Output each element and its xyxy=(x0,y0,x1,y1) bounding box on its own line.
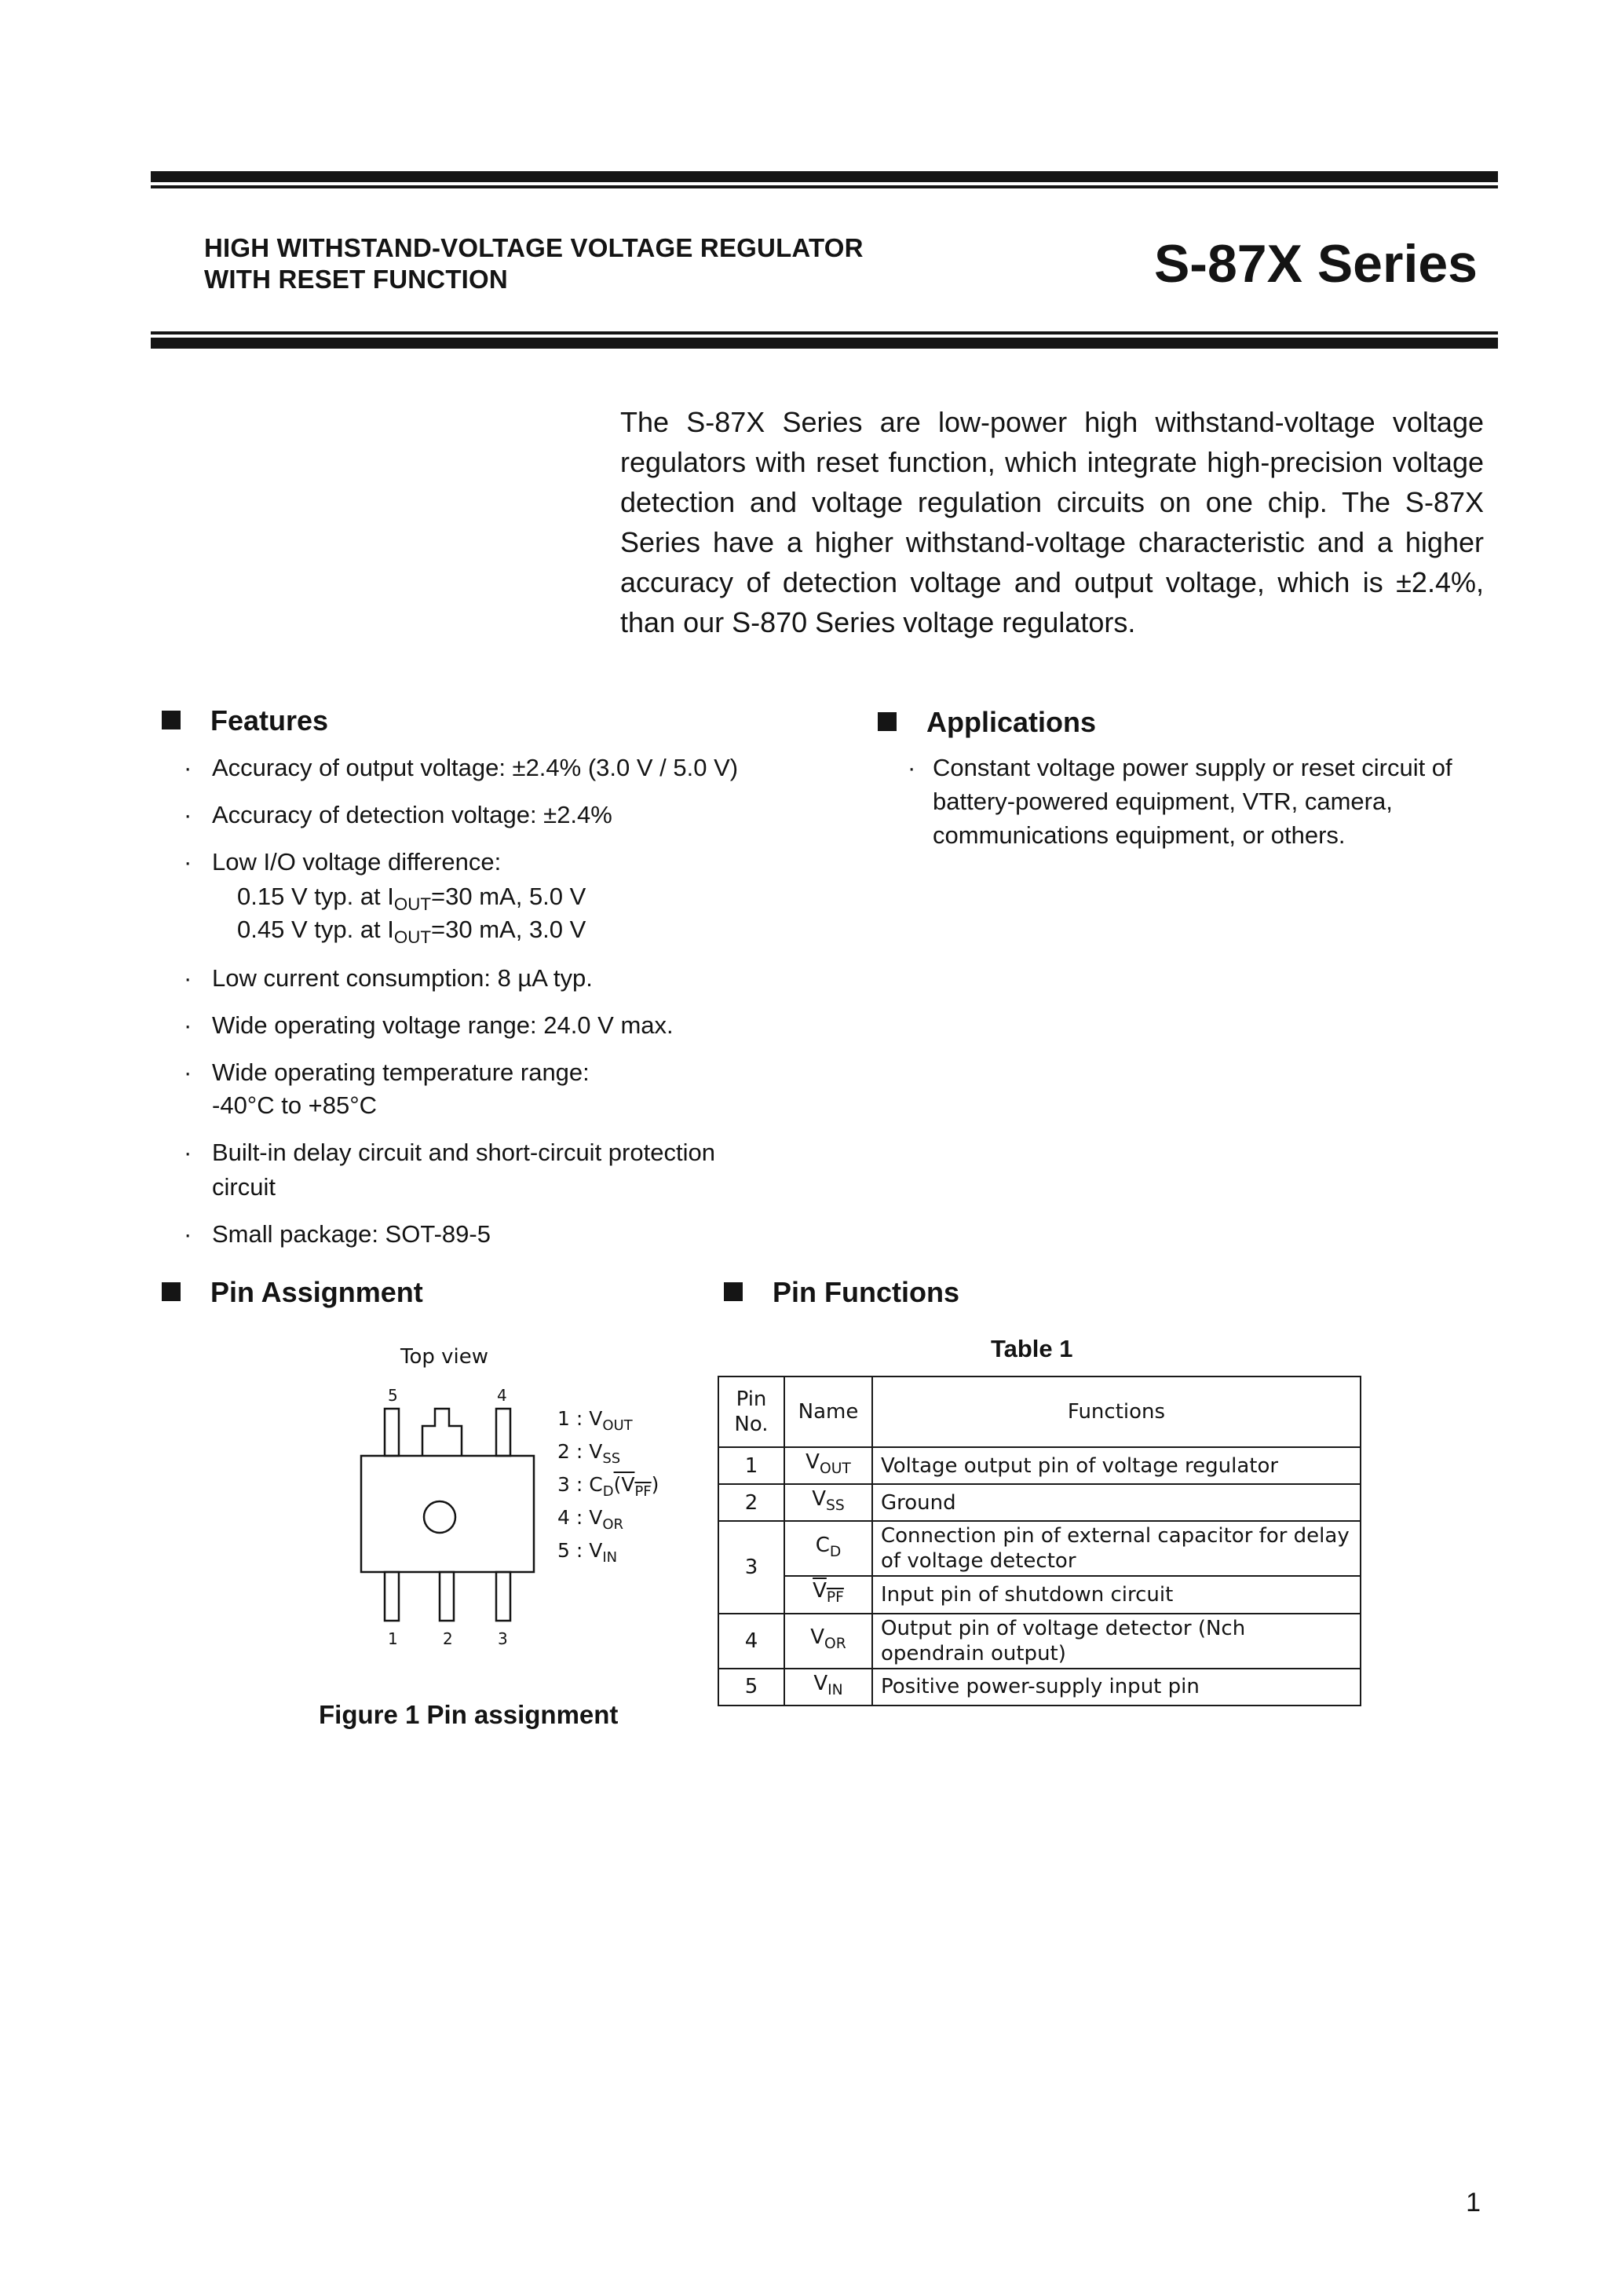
sot89-5-package-diagram xyxy=(330,1335,722,1665)
feature-item: · Built-in delay circuit and short-circuit protection xyxy=(184,1139,715,1166)
title-line-1: HIGH WITHSTAND-VOLTAGE VOLTAGE REGULATOR xyxy=(204,233,864,262)
pin1-mark xyxy=(424,1501,455,1533)
header-top-rule-thick xyxy=(151,171,1498,182)
figure-caption: Figure 1 Pin assignment xyxy=(319,1700,619,1729)
pin-number-bottom: 2 xyxy=(443,1629,453,1648)
document-title xyxy=(204,232,864,295)
table-header-row xyxy=(718,1377,1361,1447)
pin-lead-tab xyxy=(422,1409,462,1456)
pin-lead xyxy=(496,1572,510,1621)
pin-lead xyxy=(385,1572,399,1621)
pin-cell: 5 xyxy=(718,1669,784,1706)
table-row xyxy=(718,1614,1361,1669)
name-cell: $C_D$ xyxy=(784,1521,872,1576)
function-cell: Voltage output pin of voltage regulator xyxy=(872,1447,1361,1484)
header-top-rule-thin xyxy=(151,185,1498,188)
name-cell: $V_{PF}$ xyxy=(784,1576,872,1613)
pin-number-top: 4 xyxy=(497,1386,507,1405)
table-row xyxy=(718,1669,1361,1706)
header-name: Name xyxy=(784,1377,872,1447)
feature-item: · Wide operating temperature range: xyxy=(184,1058,590,1086)
pin-legend-item: 2 : $V_{SS}$ xyxy=(557,1440,621,1467)
function-cell: Ground xyxy=(872,1484,1361,1521)
feature-item: · Low I/O voltage difference: xyxy=(184,848,502,876)
pin-lead xyxy=(385,1409,399,1456)
feature-item: · Small package: SOT-89-5 xyxy=(184,1220,491,1248)
header-bottom-rule-thick xyxy=(151,338,1498,349)
feature-item: · Wide operating voltage range: 24.0 V max. xyxy=(184,1011,674,1039)
feature-item: · Accuracy of detection voltage: ±2.4% xyxy=(184,801,612,828)
table-title: Table 1 xyxy=(991,1335,1073,1362)
function-cell: Output pin of voltage detector (Nch opendrain output) xyxy=(872,1614,1361,1669)
title-line-2: WITH RESET FUNCTION xyxy=(204,265,508,294)
pin-number-top: 5 xyxy=(388,1386,398,1405)
function-cell: Input pin of shutdown circuit xyxy=(872,1576,1361,1613)
applications-text: · Constant voltage power supply or reset circuit of battery-powered equipment, VTR, camera, communications equipment, or others. xyxy=(908,754,1452,849)
table-row xyxy=(718,1576,1361,1613)
intro-paragraph: The S-87X Series are low-power high withstand-voltage voltage regulators with reset function, which integrate high-precision voltage detection and voltage regulation circuits on one chip. The S-87X Series have a higher withstand-voltage characteristic and a higher accuracy of detection voltage and output voltage, which is ±2.4%, than our S-870 Series voltage regulators. xyxy=(620,406,1484,638)
pin-functions-heading: Pin Functions xyxy=(724,1275,959,1310)
header-pin-no: Pin No. xyxy=(718,1377,784,1447)
name-cell: $V_{IN}$ xyxy=(784,1669,872,1706)
applications-heading: Applications xyxy=(878,705,1096,740)
feature-item: · Accuracy of output voltage: ±2.4% (3.0 V / 5.0 V) xyxy=(184,754,739,781)
name-cell: $V_{OUT}$ xyxy=(784,1447,872,1484)
io-voltage-line-2: 0.45 V typ. at $I_{OUT}=30$ mA, 3.0 V xyxy=(237,916,586,948)
pin-legend xyxy=(557,1406,659,1570)
page-number: 1 xyxy=(1466,2188,1481,2217)
pin-lead xyxy=(496,1409,510,1456)
table-row xyxy=(718,1447,1361,1484)
io-voltage-line-1: 0.15 V typ. at $I_{OUT}=30$ mA, 5.0 V xyxy=(237,883,586,915)
function-cell: Positive power-supply input pin xyxy=(872,1669,1361,1706)
function-cell: Connection pin of external capacitor for delay of voltage detector xyxy=(872,1521,1361,1576)
pin-cell: 3 xyxy=(718,1521,784,1613)
feature-item-continuation: circuit xyxy=(212,1173,276,1201)
temperature-range: -40°C to +85°C xyxy=(212,1091,378,1119)
pin-lead xyxy=(440,1572,454,1621)
series-name: S-87X Series xyxy=(1153,234,1478,294)
top-view-label: Top view xyxy=(400,1345,489,1369)
package-body xyxy=(361,1456,534,1572)
feature-item: · Low current consumption: 8 µA typ. xyxy=(184,964,593,992)
pin-legend-item: 4 : $V_{OR}$ xyxy=(557,1506,624,1533)
name-cell: $V_{OR}$ xyxy=(784,1614,872,1669)
pin-cell: 1 xyxy=(718,1447,784,1484)
pin-legend-item: 5 : $V_{IN}$ xyxy=(557,1539,618,1566)
pin-number-bottom: 1 xyxy=(388,1629,398,1648)
pin-number-bottom: 3 xyxy=(498,1629,508,1648)
square-bullet-icon xyxy=(162,1282,181,1301)
table-row xyxy=(718,1484,1361,1521)
name-cell: $V_{SS}$ xyxy=(784,1484,872,1521)
pin-functions-table xyxy=(718,1376,1361,1706)
square-bullet-icon xyxy=(878,712,897,731)
square-bullet-icon xyxy=(162,711,181,729)
square-bullet-icon xyxy=(724,1282,743,1301)
pin-cell: 4 xyxy=(718,1614,784,1669)
features-heading: Features xyxy=(162,704,328,738)
table-row xyxy=(718,1521,1361,1576)
pin-legend-item: 1 : $V_{OUT}$ xyxy=(557,1407,633,1434)
header-bottom-rule-thin xyxy=(151,331,1498,335)
pin-cell: 2 xyxy=(718,1484,784,1521)
pin-assignment-heading: Pin Assignment xyxy=(162,1275,423,1310)
pin-legend-item: 3 : $C_D(V_{PF})$ xyxy=(557,1473,659,1500)
header-functions: Functions xyxy=(872,1377,1361,1447)
